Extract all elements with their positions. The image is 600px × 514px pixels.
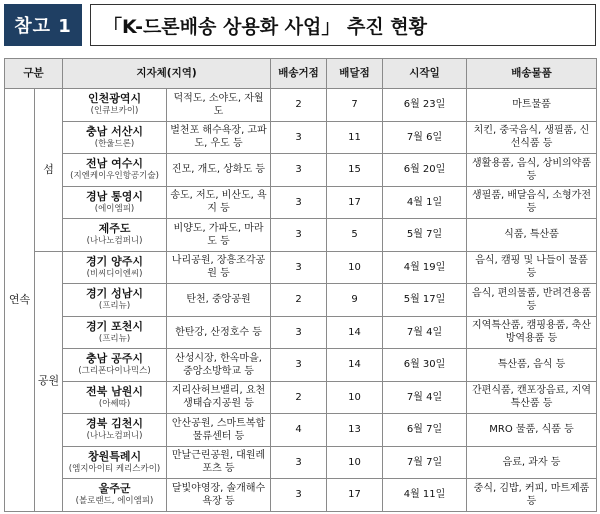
table-row (5, 349, 597, 382)
area-cell: 벌천포 해수욕장, 고파도, 우도 등 (167, 121, 271, 154)
start-date-cell: 7월 4일 (383, 381, 467, 414)
category-cell: 연속 (5, 89, 35, 512)
points-cell: 9 (327, 284, 383, 317)
region-cell (63, 414, 167, 447)
items-cell: 특산품, 음식 등 (467, 349, 597, 382)
table-row (5, 251, 597, 284)
company-name: (그리폰다이나믹스) (78, 366, 151, 377)
company-name: (비씨디이엔씨) (86, 268, 143, 279)
area-cell: 비양도, 가파도, 마라도 등 (167, 219, 271, 252)
start-date-cell: 5월 17일 (383, 284, 467, 317)
items-cell: 지역특산품, 캠핑용품, 축산 방역용품 등 (467, 316, 597, 349)
start-date-cell: 7월 7일 (383, 446, 467, 479)
col-header-items: 배송물품 (467, 59, 597, 89)
company-name: (에이엠피) (94, 203, 135, 214)
area-cell: 송도, 저도, 비산도, 욕지 등 (167, 186, 271, 219)
company-name: (지엔케이우인항공기술) (70, 171, 159, 182)
company-name: (한울드론) (94, 138, 135, 149)
area-cell: 안산공원, 스마트복합물류센터 등 (167, 414, 271, 447)
hubs-cell: 3 (271, 121, 327, 154)
region-cell (63, 349, 167, 382)
area-cell: 탄천, 중앙공원 (167, 284, 271, 317)
hubs-cell: 2 (271, 284, 327, 317)
start-date-cell: 4월 1일 (383, 186, 467, 219)
hubs-cell: 3 (271, 251, 327, 284)
start-date-cell: 6월 23일 (383, 89, 467, 122)
items-cell: MRO 물품, 식품 등 (467, 414, 597, 447)
table-row (5, 381, 597, 414)
start-date-cell: 6월 7일 (383, 414, 467, 447)
hubs-cell: 4 (271, 414, 327, 447)
area-cell: 만날근린공원, 대원레포츠 등 (167, 446, 271, 479)
table-row (5, 284, 597, 317)
points-cell: 10 (327, 251, 383, 284)
company-name: (나나노컴퍼니) (86, 431, 143, 442)
company-name: (아쎄따) (98, 398, 131, 409)
hubs-cell: 3 (271, 349, 327, 382)
hubs-cell: 3 (271, 316, 327, 349)
region-cell (63, 446, 167, 479)
col-header-start: 시작일 (383, 59, 467, 89)
points-cell: 15 (327, 154, 383, 187)
points-cell: 17 (327, 186, 383, 219)
table-header-row (5, 59, 597, 89)
points-cell: 7 (327, 89, 383, 122)
company-name: (프리뉴) (98, 333, 131, 344)
items-cell: 치킨, 중국음식, 생필품, 신선식품 등 (467, 121, 597, 154)
region-name: 울주군 (98, 482, 131, 496)
items-cell: 중식, 김밥, 커피, 마트제품 등 (467, 479, 597, 512)
hubs-cell: 3 (271, 446, 327, 479)
points-cell: 11 (327, 121, 383, 154)
table-row (5, 154, 597, 187)
hubs-cell: 2 (271, 381, 327, 414)
region-cell (63, 381, 167, 414)
start-date-cell: 4월 19일 (383, 251, 467, 284)
area-cell: 한탄강, 산정호수 등 (167, 316, 271, 349)
hubs-cell: 2 (271, 89, 327, 122)
col-header-hubs: 배송거점 (271, 59, 327, 89)
area-cell: 지리산허브밸리, 요천생태습지공원 등 (167, 381, 271, 414)
region-name: 충남 서산시 (86, 124, 143, 138)
points-cell: 13 (327, 414, 383, 447)
table-row (5, 219, 597, 252)
region-name: 경남 통영시 (86, 189, 143, 203)
status-table (4, 58, 597, 512)
col-header-category: 구분 (5, 59, 63, 89)
start-date-cell: 7월 6일 (383, 121, 467, 154)
area-cell: 진모, 개도, 상화도 등 (167, 154, 271, 187)
region-cell (63, 186, 167, 219)
group-cell: 공원 (35, 251, 63, 511)
region-name: 경기 성남시 (86, 287, 143, 301)
points-cell: 5 (327, 219, 383, 252)
start-date-cell: 5월 7일 (383, 219, 467, 252)
area-cell: 덕적도, 소야도, 자월도 (167, 89, 271, 122)
start-date-cell: 6월 20일 (383, 154, 467, 187)
points-cell: 14 (327, 316, 383, 349)
items-cell: 식품, 특산품 (467, 219, 597, 252)
region-name: 경기 포천시 (86, 319, 143, 333)
region-name: 전남 여수시 (86, 157, 143, 171)
region-cell (63, 479, 167, 512)
items-cell: 생필품, 배달음식, 소형가전 등 (467, 186, 597, 219)
hubs-cell: 3 (271, 479, 327, 512)
page-header (4, 4, 596, 46)
region-name: 경기 양주시 (86, 254, 143, 268)
start-date-cell: 4월 11일 (383, 479, 467, 512)
table-row (5, 89, 597, 122)
region-cell (63, 89, 167, 122)
table-row (5, 414, 597, 447)
table-row (5, 186, 597, 219)
company-name: (엠지아이티 케리스카이) (68, 463, 161, 474)
table-row (5, 316, 597, 349)
company-name: (볼로랜드, 에이엠피) (75, 496, 154, 507)
region-name: 창원특례시 (87, 449, 142, 463)
region-cell (63, 121, 167, 154)
table-row (5, 479, 597, 512)
points-cell: 10 (327, 446, 383, 479)
table-row (5, 121, 597, 154)
items-cell: 간편식품, 캔포장음료, 지역특산품 등 (467, 381, 597, 414)
items-cell: 마트물품 (467, 89, 597, 122)
company-name: (나나노컴퍼니) (86, 236, 143, 247)
hubs-cell: 3 (271, 154, 327, 187)
items-cell: 음료, 과자 등 (467, 446, 597, 479)
area-cell: 달빛야영장, 솔개해수욕장 등 (167, 479, 271, 512)
col-header-region: 지자체(지역) (63, 59, 271, 89)
company-name: (인큐브카이) (90, 106, 139, 117)
region-name: 인천광역시 (87, 92, 142, 106)
region-name: 제주도 (98, 222, 131, 236)
area-cell: 나리공원, 장흥조각공원 등 (167, 251, 271, 284)
table-row (5, 446, 597, 479)
region-name: 경북 김천시 (86, 417, 143, 431)
region-cell (63, 251, 167, 284)
region-name: 충남 공주시 (86, 352, 143, 366)
group-cell: 섬 (35, 89, 63, 252)
company-name: (프리뉴) (98, 301, 131, 312)
start-date-cell: 7월 4일 (383, 316, 467, 349)
region-cell (63, 219, 167, 252)
items-cell: 생활용품, 음식, 상비의약품 등 (467, 154, 597, 187)
items-cell: 음식, 캠핑 및 나들이 물품 등 (467, 251, 597, 284)
hubs-cell: 3 (271, 186, 327, 219)
points-cell: 14 (327, 349, 383, 382)
hubs-cell: 3 (271, 219, 327, 252)
region-cell (63, 284, 167, 317)
col-header-points: 배달점 (327, 59, 383, 89)
start-date-cell: 6월 30일 (383, 349, 467, 382)
points-cell: 10 (327, 381, 383, 414)
region-cell (63, 154, 167, 187)
items-cell: 음식, 편의물품, 반려견용품 등 (467, 284, 597, 317)
page-title: 「K-드론배송 상용화 사업」 추진 현황 (90, 4, 596, 46)
reference-badge: 참고 1 (4, 4, 82, 46)
points-cell: 17 (327, 479, 383, 512)
region-name: 전북 남원시 (86, 384, 143, 398)
area-cell: 산성시장, 한옥마을, 중앙소방학교 등 (167, 349, 271, 382)
region-cell (63, 316, 167, 349)
